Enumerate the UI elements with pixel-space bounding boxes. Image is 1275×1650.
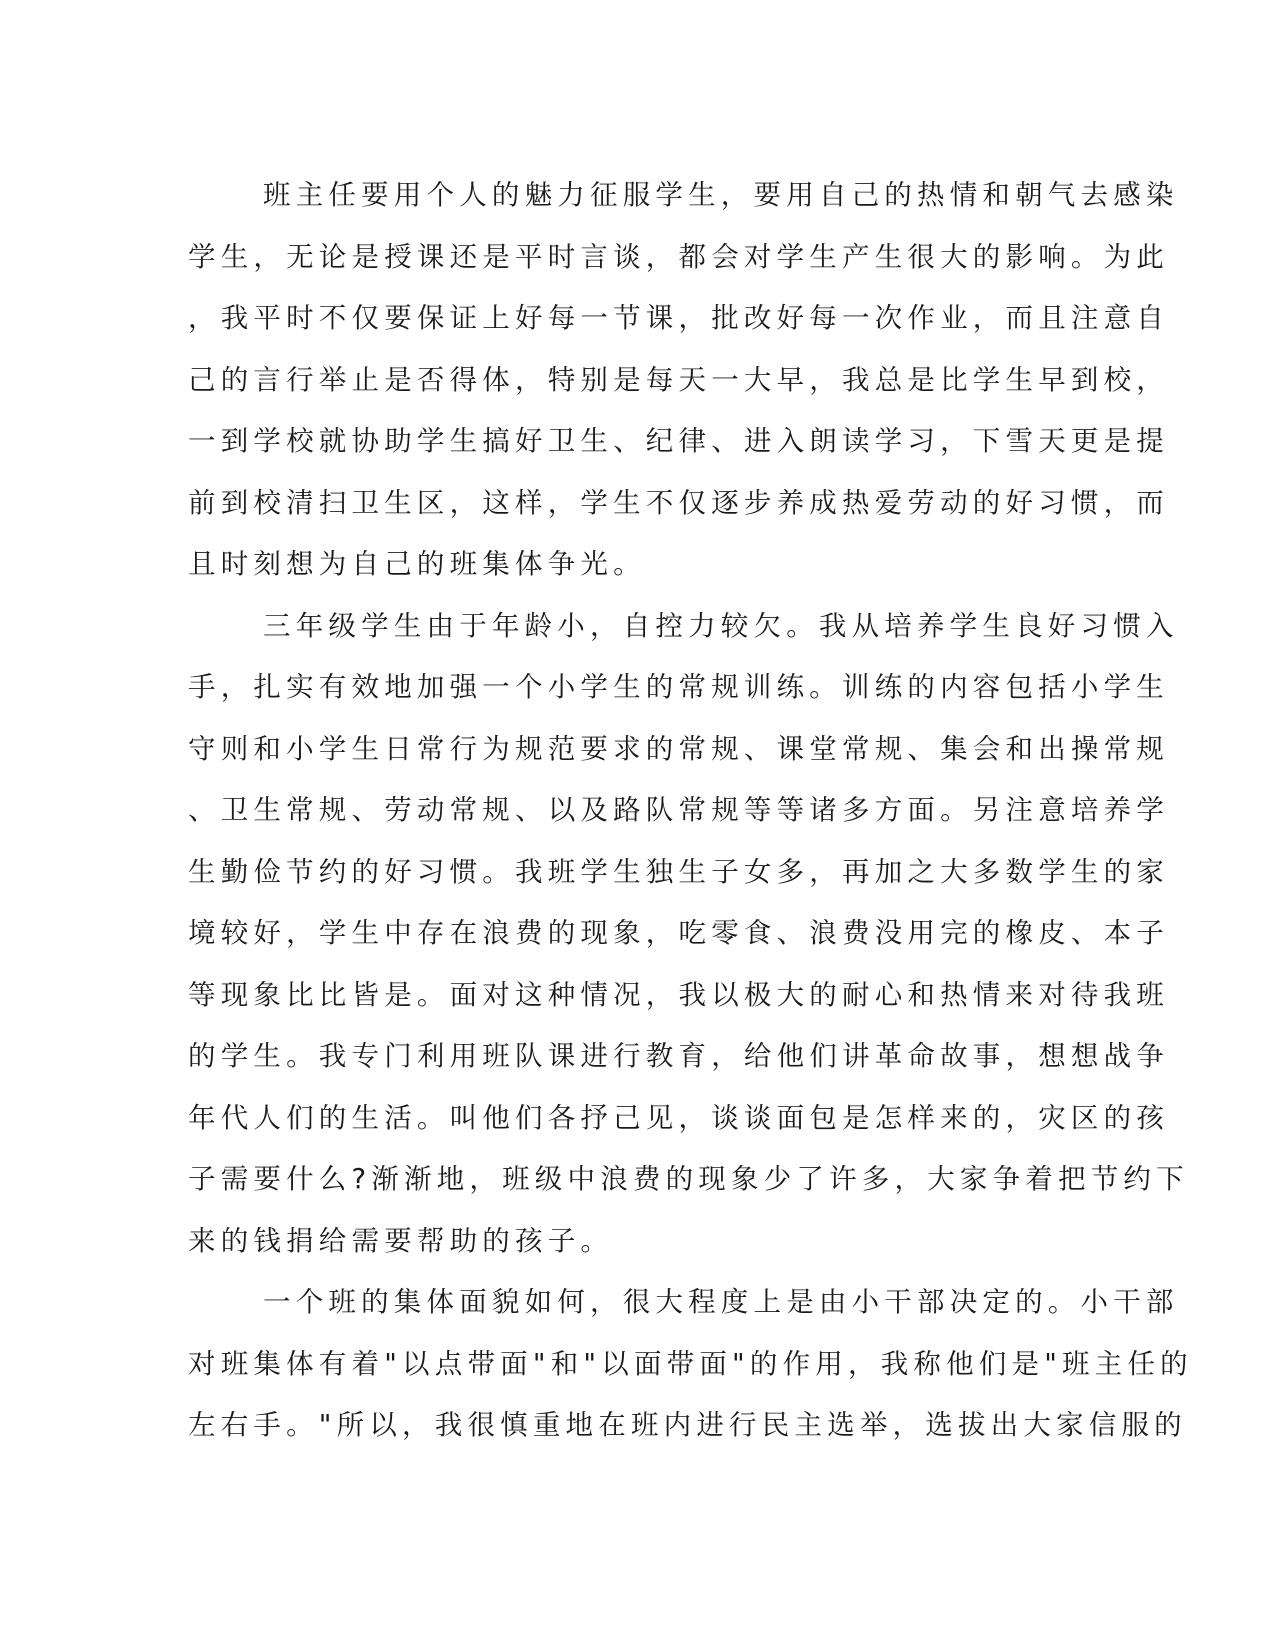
paragraph-2-line: 等现象比比皆是。面对这种情况，我以极大的耐心和热情来对待我班 <box>188 978 1169 1011</box>
paragraph-2-line: 境较好，学生中存在浪费的现象，吃零食、浪费没用完的橡皮、本子 <box>188 917 1169 949</box>
paragraph-2-line: 守则和小学生日常行为规范要求的常规、课堂常规、集会和出操常规 <box>188 732 1169 765</box>
paragraph-2-line: 三年级学生由于年龄小，自控力较欠。我从培养学生良好习惯入 <box>263 609 1179 642</box>
paragraph-2-line: 手，扎实有效地加强一个小学生的常规训练。训练的内容包括小学生 <box>188 671 1169 703</box>
paragraph-1-line: 学生，无论是授课还是平时言谈，都会对学生产生很大的影响。为此 <box>188 240 1169 273</box>
paragraph-1-line: ，我平时不仅要保证上好每一节课，批改好每一次作业，而且注意自 <box>188 302 1169 334</box>
paragraph-1-line: 前到校清扫卫生区，这样，学生不仅逐步养成热爱劳动的好习惯，而 <box>188 486 1169 519</box>
paragraph-3-line: 左右手。"所以，我很慎重地在班内进行民主选举，选拔出大家信服的 <box>188 1409 1187 1441</box>
paragraph-2-line: 的学生。我专门利用班队课进行教育，给他们讲革命故事，想想战争 <box>188 1040 1169 1072</box>
paragraph-3-line: 一个班的集体面貌如何，很大程度上是由小干部决定的。小干部 <box>263 1286 1179 1318</box>
paragraph-1-line: 一到学校就协助学生搞好卫生、纪律、进入朗读学习，下雪天更是提 <box>188 425 1169 457</box>
paragraph-3-line: 对班集体有着"以点带面"和"以面带面"的作用，我称他们是"班主任的 <box>188 1347 1193 1380</box>
paragraph-2-line: 子需要什么?渐渐地，班级中浪费的现象少了许多，大家争着把节约下 <box>188 1163 1189 1195</box>
paragraph-2-line: 来的钱捐给需要帮助的孩子。 <box>188 1224 614 1257</box>
paragraph-2-line: 、卫生常规、劳动常规、以及路队常规等等诸多方面。另注意培养学 <box>188 794 1169 826</box>
paragraph-1-line: 己的言行举止是否得体，特别是每天一大早，我总是比学生早到校， <box>188 363 1169 396</box>
body-text <box>188 165 1193 1457</box>
paragraph-1-line: 班主任要用个人的魅力征服学生，要用自己的热情和朝气去感染 <box>263 179 1179 211</box>
paragraph-2-line: 生勤俭节约的好习惯。我班学生独生子女多，再加之大多数学生的家 <box>188 855 1169 888</box>
paragraph-1-line: 且时刻想为自己的班集体争光。 <box>188 548 646 580</box>
paragraph-2-line: 年代人们的生活。叫他们各抒己见，谈谈面包是怎样来的，灾区的孩 <box>188 1101 1169 1134</box>
